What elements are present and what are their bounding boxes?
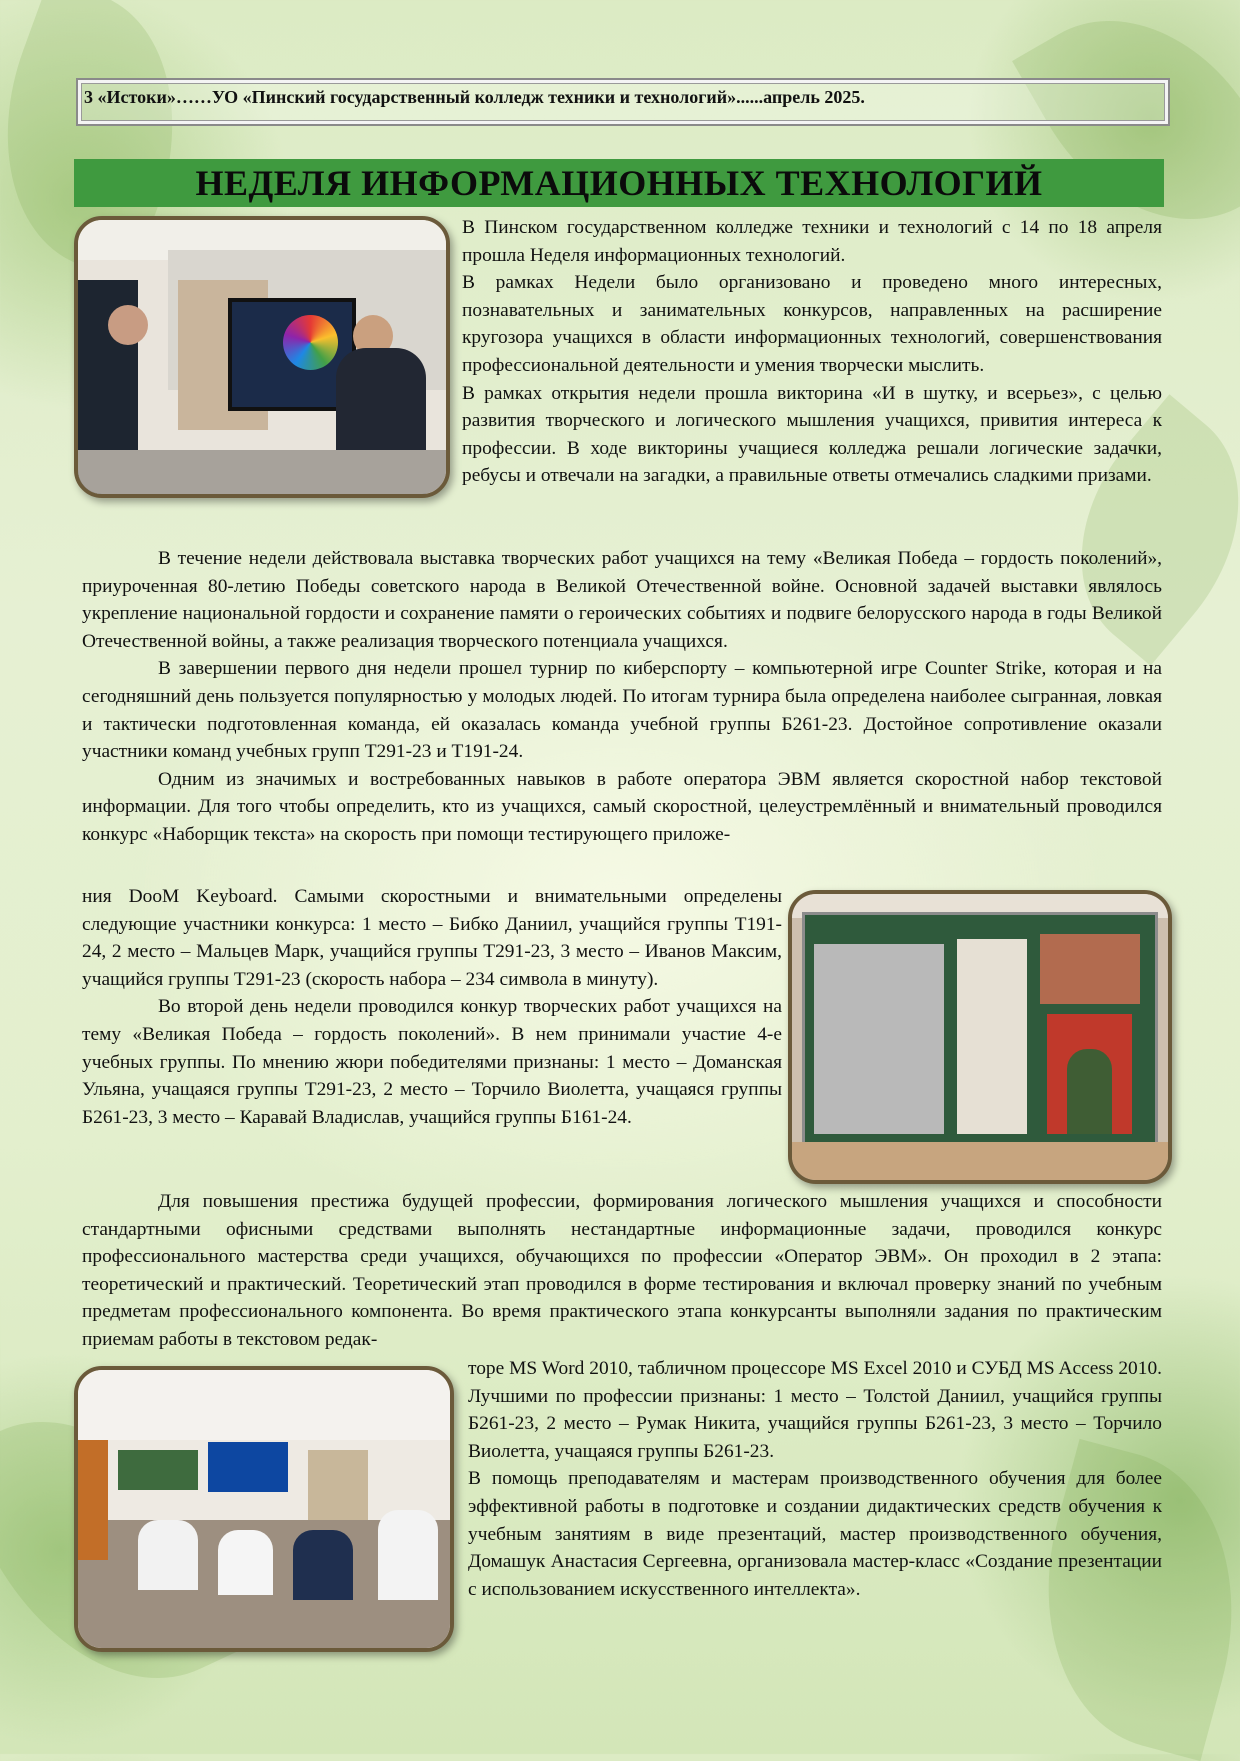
text-block-intro — [462, 214, 1162, 490]
paragraph: Для повышения престижа будущей профессии, формирования логического мышления учащихся и способности стандартными офисными средствами выполнять нестандартные информационные задачи, проводился конкурс профессионального мастерства среди учащихся, обучающихся по профессии «Оператор ЭВМ». Он проходил в 2 этапа: теоретический и практический. Теоретический этап проводился в форме тестирования и включал проверку знаний по учебным предметам профессионального компонента. Во время практического этапа конкурсанты выполняли задания по практическим приемам работы в текстовом редак- — [82, 1191, 1162, 1350]
paragraph: В завершении первого дня недели прошел турнир по киберспорту – компьютерной игре Counter Strike, которая и на сегодняшний день пользуется популярностью у молодых людей. По итогам турнира была определена наиболее сыгранная, ловкая и тактически подготовленная команда, ей оказалась команда учебной группы Б261-23. Достойное сопротивление оказали участники команд учебных групп Т291-23 и Т191-24. — [82, 658, 1162, 763]
text-block-final — [468, 1355, 1162, 1603]
text-block-results — [82, 883, 782, 1131]
paragraph: ния DooM Keyboard. Самыми скоростными и внимательными определены следующие участники конкурса: 1 место – Бибко Даниил, учащийся группы Т191-24, 2 место – Мальцев Марк, учащийся группы Т291-23, 3 место – Иванов Максим, учащийся группы Т291-23 (скорость набора – 234 символа в минуту). — [82, 886, 782, 990]
paragraph: В течение недели действовала выставка творческих работ учащихся на тему «Великая Победа – гордость поколений», приуроченная 80-летию Победы советского народа в Великой Отечественной войне. Основной задачей выставки являлось укрепление национальной гордости и сохранение памяти о героических событиях и подвиге белорусского народа в годы Великой Отечественной войны, а также реализация творческого потенциала учащихся. — [82, 548, 1162, 652]
article-title-bar — [74, 159, 1164, 207]
paragraph: В рамках открытия недели прошла викторина «И в шутку, и всерьез», с целью развития творческого и логического мышления учащихся, привития интереса к профессии. В ходе викторины учащиеся колледжа решали логические задачки, ребусы и отвечали на загадки, а правильные ответы отмечались сладкими призами. — [462, 382, 1162, 487]
contest-photo — [74, 1366, 454, 1652]
paragraph: В помощь преподавателям и мастерам производственного обучения для более эффективной работы в подготовке и создании дидактических средств обучения к учебным занятиям в виде презентаций, мастер производственного обучения, Домашук Анастасия Сергеевна, организовала мастер-класс «Создание презентации с использованием искусственного интеллекта». — [468, 1468, 1162, 1600]
paragraph: В рамках Недели было организовано и проведено много интересных, познавательных и занимательных конкурсов, направленных на расширение кругозора учащихся в области информационных технологий, совершенствования профессиональной деятельности и умения творчески мыслить. — [462, 272, 1162, 376]
quiz-photo — [74, 216, 450, 498]
running-header: 3 «Истоки»……УО «Пинский государственный колледж техники и технологий»......апрель 2025. — [84, 87, 865, 107]
text-block-main — [82, 545, 1162, 849]
article-title: НЕДЕЛЯ ИНФОРМАЦИОННЫХ ТЕХНОЛОГИЙ — [195, 163, 1043, 203]
exhibition-photo — [788, 890, 1172, 1184]
paragraph: В Пинском государственном колледже техники и технологий с 14 по 18 апреля прошла Неделя информационных технологий. — [462, 217, 1162, 266]
text-block-contest — [82, 1188, 1162, 1354]
paragraph: Во второй день недели проводился конкур творческих работ учащихся на тему «Великая Победа – гордость поколений». В нем принимали участие 4-е учебных группы. По мнению жюри победителями признаны: 1 место – Доманская Ульяна, учащаяся группы Т291-23, 2 место – Торчило Виолетта, учащаяся группы Б261-23, 3 место – Каравай Владислав, учащийся группы Б161-24. — [82, 996, 782, 1128]
paragraph: Одним из значимых и востребованных навыков в работе оператора ЭВМ является скоростной набор текстовой информации. Для того чтобы определить, кто из учащихся, самый скоростной, целеустремлённый и внимательный проводился конкурс «Наборщик текста» на скорость при помощи тестирующего приложе- — [82, 768, 1162, 845]
paragraph: торе MS Word 2010, табличном процессоре MS Excel 2010 и СУБД MS Access 2010. Лучшими по профессии признаны: 1 место – Толстой Даниил, учащийся группы Б261-23, 2 место – Румак Никита, учащийся группы Б261-23, 3 место – Торчило Виолетта, учащаяся группы Б261-23. — [468, 1358, 1162, 1462]
